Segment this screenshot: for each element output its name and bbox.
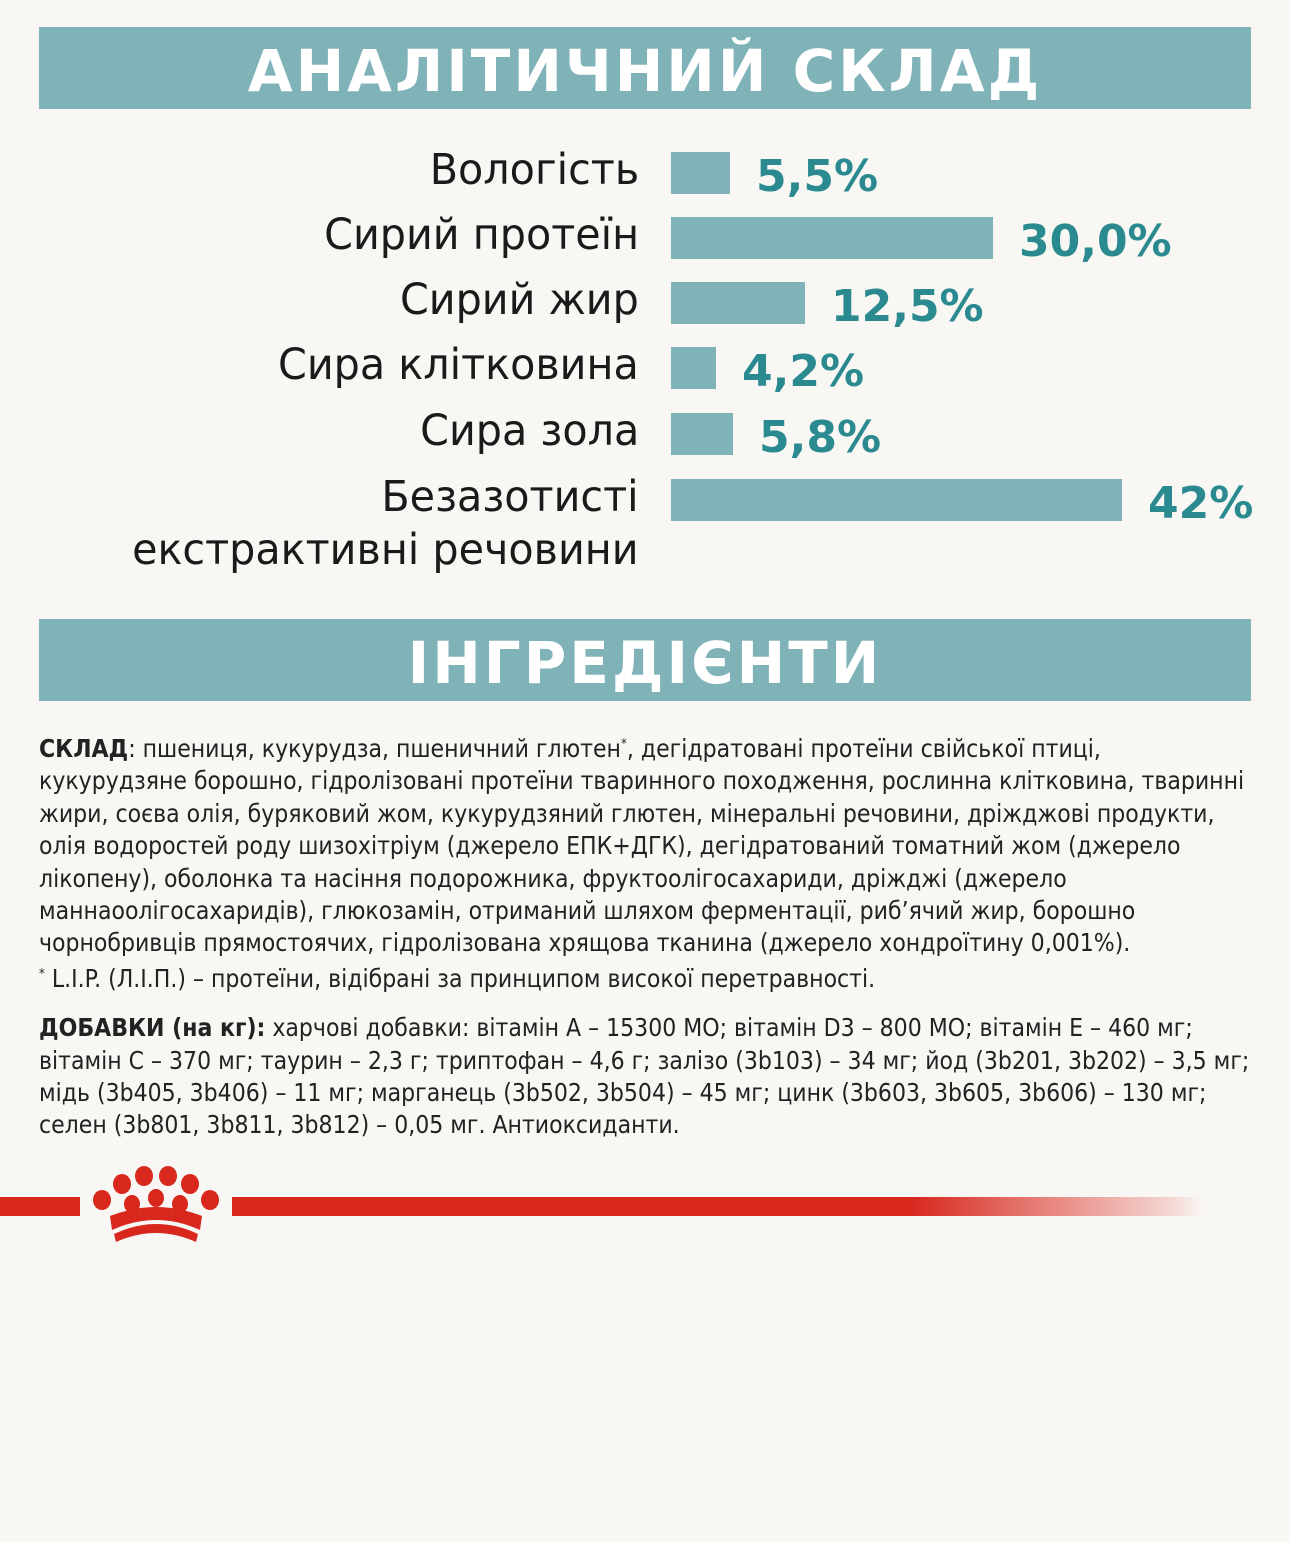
row-label bbox=[430, 144, 639, 197]
additives-paragraph bbox=[39, 1012, 1251, 1142]
bar bbox=[671, 152, 730, 194]
bar bbox=[671, 282, 805, 324]
brand-line-left bbox=[0, 1197, 80, 1216]
analytical-composition-header: АНАЛІТИЧНИЙ СКЛАД bbox=[39, 27, 1251, 109]
row-label bbox=[400, 274, 639, 327]
brand-line-right bbox=[232, 1197, 1202, 1216]
royal-canin-crown-icon bbox=[88, 1164, 224, 1244]
footnote-text: L.I.P. (Л.І.П.) – протеїни, відібрані за принципом високої перетравності. bbox=[44, 963, 876, 993]
row-label-line: Безазотисті bbox=[381, 472, 639, 522]
value-label: 42% bbox=[1148, 478, 1254, 529]
row-label-line: Сира клітковина bbox=[278, 340, 639, 390]
analytical-composition-chart bbox=[0, 130, 1290, 590]
value-label: 12,5% bbox=[831, 281, 984, 332]
bar bbox=[671, 413, 733, 455]
bar bbox=[671, 479, 1122, 521]
row-label bbox=[324, 209, 639, 262]
row-label-line: Сирий жир bbox=[400, 275, 639, 325]
row-label-line: Сира зола bbox=[419, 406, 639, 456]
row-label bbox=[132, 471, 639, 577]
value-label: 30,0% bbox=[1019, 216, 1172, 267]
additives-label: ДОБАВКИ (на кг): bbox=[39, 1013, 266, 1043]
composition-footnote-mark: * bbox=[620, 737, 627, 752]
composition-paragraph bbox=[39, 733, 1251, 960]
value-label: 5,8% bbox=[759, 412, 882, 463]
row-label-line: Вологість bbox=[429, 145, 639, 195]
bar bbox=[671, 217, 993, 259]
row-label-line: Сирий протеїн bbox=[324, 210, 639, 260]
composition-text-rest: , дегідратовані протеїни свійської птиці, кукурудзяне борошно, гідролізовані протеїни тваринного походження, рослинна клітковина, тваринні жири, соєва олія, буряковий жом, кукурудзяний глютен, мінеральні речовини, дріжджові продукти, олія водоростей роду шизохітріум (джерело ЕПК+ДГК), дегідратований томатний жом (джерело лікопену), оболонка та насіння подорожника, фруктоолігосахариди, дріжджі (джерело маннаоолігосахаридів), глюкозамін, отриманий шляхом ферментації, риб’ячий жир, борошно чорнобривців прямостоячих, гідролізована хрящова тканина (джерело хондроїтину 0,001%). bbox=[39, 734, 1245, 958]
ingredients-text-block bbox=[39, 733, 1251, 1142]
footnote-mark: * bbox=[39, 966, 45, 982]
row-label-line: екстрактивні речовини bbox=[132, 525, 639, 575]
bar bbox=[671, 347, 716, 389]
composition-text-start: : пшениця, кукурудза, пшеничний глютен bbox=[128, 734, 621, 763]
footnote bbox=[39, 963, 1251, 995]
composition-label: СКЛАД bbox=[39, 734, 129, 763]
value-label: 4,2% bbox=[742, 346, 865, 397]
additives-text: харчові добавки: вітамін A – 15300 МО; вітамін D3 – 800 МО; вітамін E – 460 мг; вітамін C – 370 мг; таурин – 2,3 г; триптофан – 4,6 г; залізо (3b103) – 34 мг; йод (3b201, 3b202) – 3,5 мг; мідь (3b405, 3b406) – 11 мг; марганець (3b502, 3b504) – 45 мг; цинк (3b603, 3b605, 3b606) – 130 мг; селен (3b801, 3b811, 3b812) – 0,05 мг. Антиоксиданти. bbox=[39, 1013, 1250, 1140]
ingredients-header: ІНГРЕДІЄНТИ bbox=[39, 619, 1251, 701]
row-label bbox=[420, 405, 639, 458]
value-label: 5,5% bbox=[756, 151, 879, 202]
row-label bbox=[278, 339, 639, 392]
